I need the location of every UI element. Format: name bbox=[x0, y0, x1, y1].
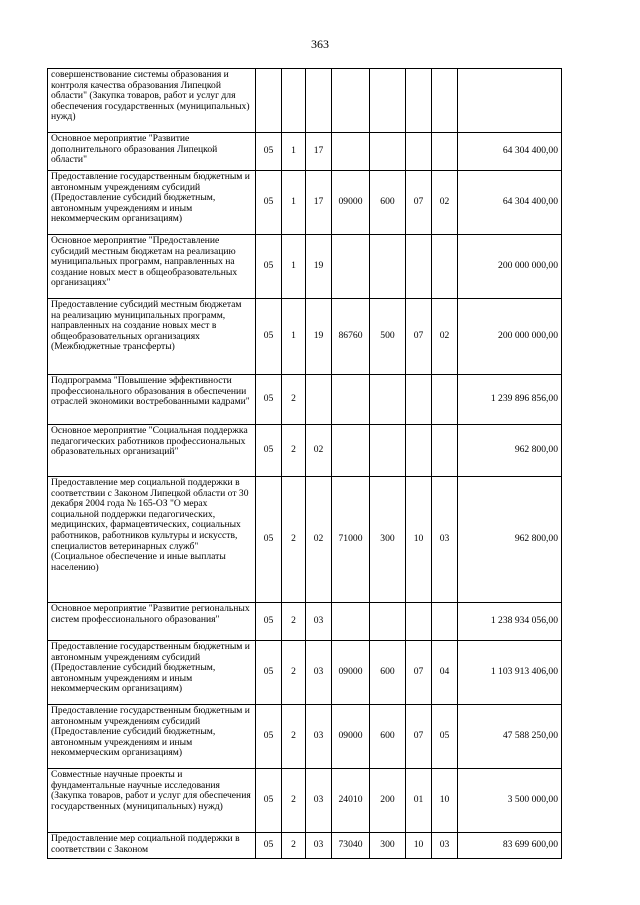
row-code-program: 05 bbox=[256, 299, 282, 375]
row-code-section bbox=[406, 603, 432, 641]
row-code-expense-type bbox=[370, 69, 406, 133]
row-description: совершенствование системы образования и контроля качества образования Липецкой области" (Закупка товаров, работ и услуг для обеспечения государственных (муниципальных) нужд) bbox=[48, 69, 256, 133]
row-code-expense-type: 600 bbox=[370, 171, 406, 235]
row-code-measure: 19 bbox=[306, 235, 332, 299]
row-description: Подпрограмма "Повышение эффективности профессионального образования в обеспечении отраслей экономики востребованными кадрами" bbox=[48, 375, 256, 425]
row-code-subsection bbox=[432, 375, 458, 425]
row-description: Основное мероприятие "Социальная поддержка педагогических работников профессиональных образовательных организаций" bbox=[48, 425, 256, 477]
row-code-direction bbox=[332, 133, 370, 171]
row-amount: 64 304 400,00 bbox=[458, 133, 562, 171]
row-code-program: 05 bbox=[256, 833, 282, 859]
row-code-section bbox=[406, 69, 432, 133]
row-description: Основное мероприятие "Развитие региональных систем профессионального образования" bbox=[48, 603, 256, 641]
row-amount: 83 699 600,00 bbox=[458, 833, 562, 859]
table-row bbox=[48, 171, 562, 235]
row-code-expense-type: 300 bbox=[370, 833, 406, 859]
row-code-subsection bbox=[432, 235, 458, 299]
row-code-subprogram: 1 bbox=[282, 235, 306, 299]
row-code-measure: 03 bbox=[306, 705, 332, 769]
table-row bbox=[48, 299, 562, 375]
row-amount: 962 800,00 bbox=[458, 425, 562, 477]
row-code-subsection bbox=[432, 69, 458, 133]
table-row bbox=[48, 833, 562, 859]
table-row bbox=[48, 235, 562, 299]
row-code-measure: 19 bbox=[306, 299, 332, 375]
row-code-section bbox=[406, 133, 432, 171]
table-row bbox=[48, 705, 562, 769]
row-code-measure: 03 bbox=[306, 603, 332, 641]
row-code-expense-type: 500 bbox=[370, 299, 406, 375]
table-row bbox=[48, 375, 562, 425]
row-code-direction bbox=[332, 375, 370, 425]
row-code-section bbox=[406, 375, 432, 425]
row-code-direction: 09000 bbox=[332, 171, 370, 235]
row-code-program: 05 bbox=[256, 133, 282, 171]
row-code-program: 05 bbox=[256, 603, 282, 641]
row-code-expense-type bbox=[370, 133, 406, 171]
table-row bbox=[48, 69, 562, 133]
row-code-section: 10 bbox=[406, 477, 432, 603]
row-code-subprogram: 2 bbox=[282, 833, 306, 859]
row-code-measure bbox=[306, 375, 332, 425]
row-code-program: 05 bbox=[256, 171, 282, 235]
row-description: Основное мероприятие "Развитие дополнительного образования Липецкой области" bbox=[48, 133, 256, 171]
row-code-program bbox=[256, 69, 282, 133]
row-code-subsection: 03 bbox=[432, 833, 458, 859]
row-amount: 3 500 000,00 bbox=[458, 769, 562, 833]
row-amount: 64 304 400,00 bbox=[458, 171, 562, 235]
row-code-subprogram: 1 bbox=[282, 171, 306, 235]
row-code-expense-type: 300 bbox=[370, 477, 406, 603]
row-code-subsection: 05 bbox=[432, 705, 458, 769]
row-code-section: 07 bbox=[406, 705, 432, 769]
row-code-measure: 17 bbox=[306, 171, 332, 235]
row-code-subprogram: 2 bbox=[282, 641, 306, 705]
row-code-program: 05 bbox=[256, 425, 282, 477]
row-code-subsection bbox=[432, 133, 458, 171]
row-code-expense-type bbox=[370, 425, 406, 477]
row-code-program: 05 bbox=[256, 705, 282, 769]
row-code-section: 07 bbox=[406, 641, 432, 705]
row-code-subsection: 10 bbox=[432, 769, 458, 833]
row-code-expense-type bbox=[370, 603, 406, 641]
table-row bbox=[48, 603, 562, 641]
row-code-subprogram: 1 bbox=[282, 299, 306, 375]
row-description: Предоставление государственным бюджетным и автономным учреждениям субсидий (Предоставление субсидий бюджетным, автономным учреждениям и иным некоммерческим организациям) bbox=[48, 705, 256, 769]
row-code-direction: 09000 bbox=[332, 641, 370, 705]
table-row bbox=[48, 477, 562, 603]
row-code-subsection bbox=[432, 425, 458, 477]
row-code-expense-type: 200 bbox=[370, 769, 406, 833]
row-code-subprogram: 2 bbox=[282, 603, 306, 641]
row-code-subprogram: 2 bbox=[282, 425, 306, 477]
row-code-expense-type: 600 bbox=[370, 705, 406, 769]
row-code-direction: 86760 bbox=[332, 299, 370, 375]
row-amount: 1 103 913 406,00 bbox=[458, 641, 562, 705]
row-code-section: 10 bbox=[406, 833, 432, 859]
table-row bbox=[48, 769, 562, 833]
row-code-subprogram: 2 bbox=[282, 477, 306, 603]
row-description: Предоставление государственным бюджетным и автономным учреждениям субсидий (Предоставление субсидий бюджетным, автономным учреждениям и иным некоммерческим организациям) bbox=[48, 171, 256, 235]
row-code-measure: 02 bbox=[306, 425, 332, 477]
row-code-subprogram: 2 bbox=[282, 375, 306, 425]
row-code-direction bbox=[332, 603, 370, 641]
row-code-program: 05 bbox=[256, 235, 282, 299]
row-code-direction bbox=[332, 69, 370, 133]
row-amount: 200 000 000,00 bbox=[458, 299, 562, 375]
row-code-section: 01 bbox=[406, 769, 432, 833]
row-code-direction: 09000 bbox=[332, 705, 370, 769]
row-code-expense-type bbox=[370, 375, 406, 425]
row-code-section: 07 bbox=[406, 171, 432, 235]
row-amount: 962 800,00 bbox=[458, 477, 562, 603]
row-code-measure bbox=[306, 69, 332, 133]
row-code-subprogram: 2 bbox=[282, 705, 306, 769]
row-description: Предоставление субсидий местным бюджетам на реализацию муниципальных программ, направленных на создание новых мест в общеобразовательных организациях (Межбюджетные трансферты) bbox=[48, 299, 256, 375]
row-code-subprogram: 1 bbox=[282, 133, 306, 171]
row-code-measure: 03 bbox=[306, 769, 332, 833]
row-code-subsection: 04 bbox=[432, 641, 458, 705]
row-code-program: 05 bbox=[256, 375, 282, 425]
row-code-subsection bbox=[432, 603, 458, 641]
row-code-program: 05 bbox=[256, 769, 282, 833]
row-code-subprogram: 2 bbox=[282, 769, 306, 833]
row-code-expense-type bbox=[370, 235, 406, 299]
row-code-measure: 02 bbox=[306, 477, 332, 603]
row-description: Основное мероприятие "Предоставление субсидий местным бюджетам на реализацию муниципальных программ, направленных на создание новых мест в общеобразовательных организациях" bbox=[48, 235, 256, 299]
table-row bbox=[48, 133, 562, 171]
row-code-measure: 17 bbox=[306, 133, 332, 171]
row-code-subprogram bbox=[282, 69, 306, 133]
row-code-direction bbox=[332, 425, 370, 477]
row-code-program: 05 bbox=[256, 477, 282, 603]
table-row bbox=[48, 425, 562, 477]
budget-table bbox=[47, 68, 562, 859]
row-amount: 1 239 896 856,00 bbox=[458, 375, 562, 425]
row-description: Предоставление мер социальной поддержки в соответствии с Законом bbox=[48, 833, 256, 859]
row-description: Предоставление государственным бюджетным и автономным учреждениям субсидий (Предоставление субсидий бюджетным, автономным учреждениям и иным некоммерческим организациям) bbox=[48, 641, 256, 705]
row-code-direction: 71000 bbox=[332, 477, 370, 603]
row-code-direction: 24010 bbox=[332, 769, 370, 833]
row-code-subsection: 02 bbox=[432, 299, 458, 375]
row-amount: 1 238 934 056,00 bbox=[458, 603, 562, 641]
row-code-section: 07 bbox=[406, 299, 432, 375]
row-code-program: 05 bbox=[256, 641, 282, 705]
row-code-section bbox=[406, 235, 432, 299]
page-number: 363 bbox=[311, 37, 329, 51]
row-code-measure: 03 bbox=[306, 833, 332, 859]
row-code-direction: 73040 bbox=[332, 833, 370, 859]
row-code-measure: 03 bbox=[306, 641, 332, 705]
row-amount bbox=[458, 69, 562, 133]
row-code-section bbox=[406, 425, 432, 477]
row-code-direction bbox=[332, 235, 370, 299]
row-code-subsection: 03 bbox=[432, 477, 458, 603]
row-description: Предоставление мер социальной поддержки в соответствии с Законом Липецкой области от 30 декабря 2004 года № 165-ОЗ "О мерах социальной поддержки педагогических, медицинских, фармацевтических, социальных работников, работников культуры и искусств, специалистов ветеринарных служб" (Социальное обеспечение и иные выплаты населению) bbox=[48, 477, 256, 603]
table-row bbox=[48, 641, 562, 705]
row-amount: 200 000 000,00 bbox=[458, 235, 562, 299]
row-description: Совместные научные проекты и фундаментальные научные исследования (Закупка товаров, работ и услуг для обеспечения государственных (муниципальных) нужд) bbox=[48, 769, 256, 833]
row-amount: 47 588 250,00 bbox=[458, 705, 562, 769]
row-code-expense-type: 600 bbox=[370, 641, 406, 705]
row-code-subsection: 02 bbox=[432, 171, 458, 235]
